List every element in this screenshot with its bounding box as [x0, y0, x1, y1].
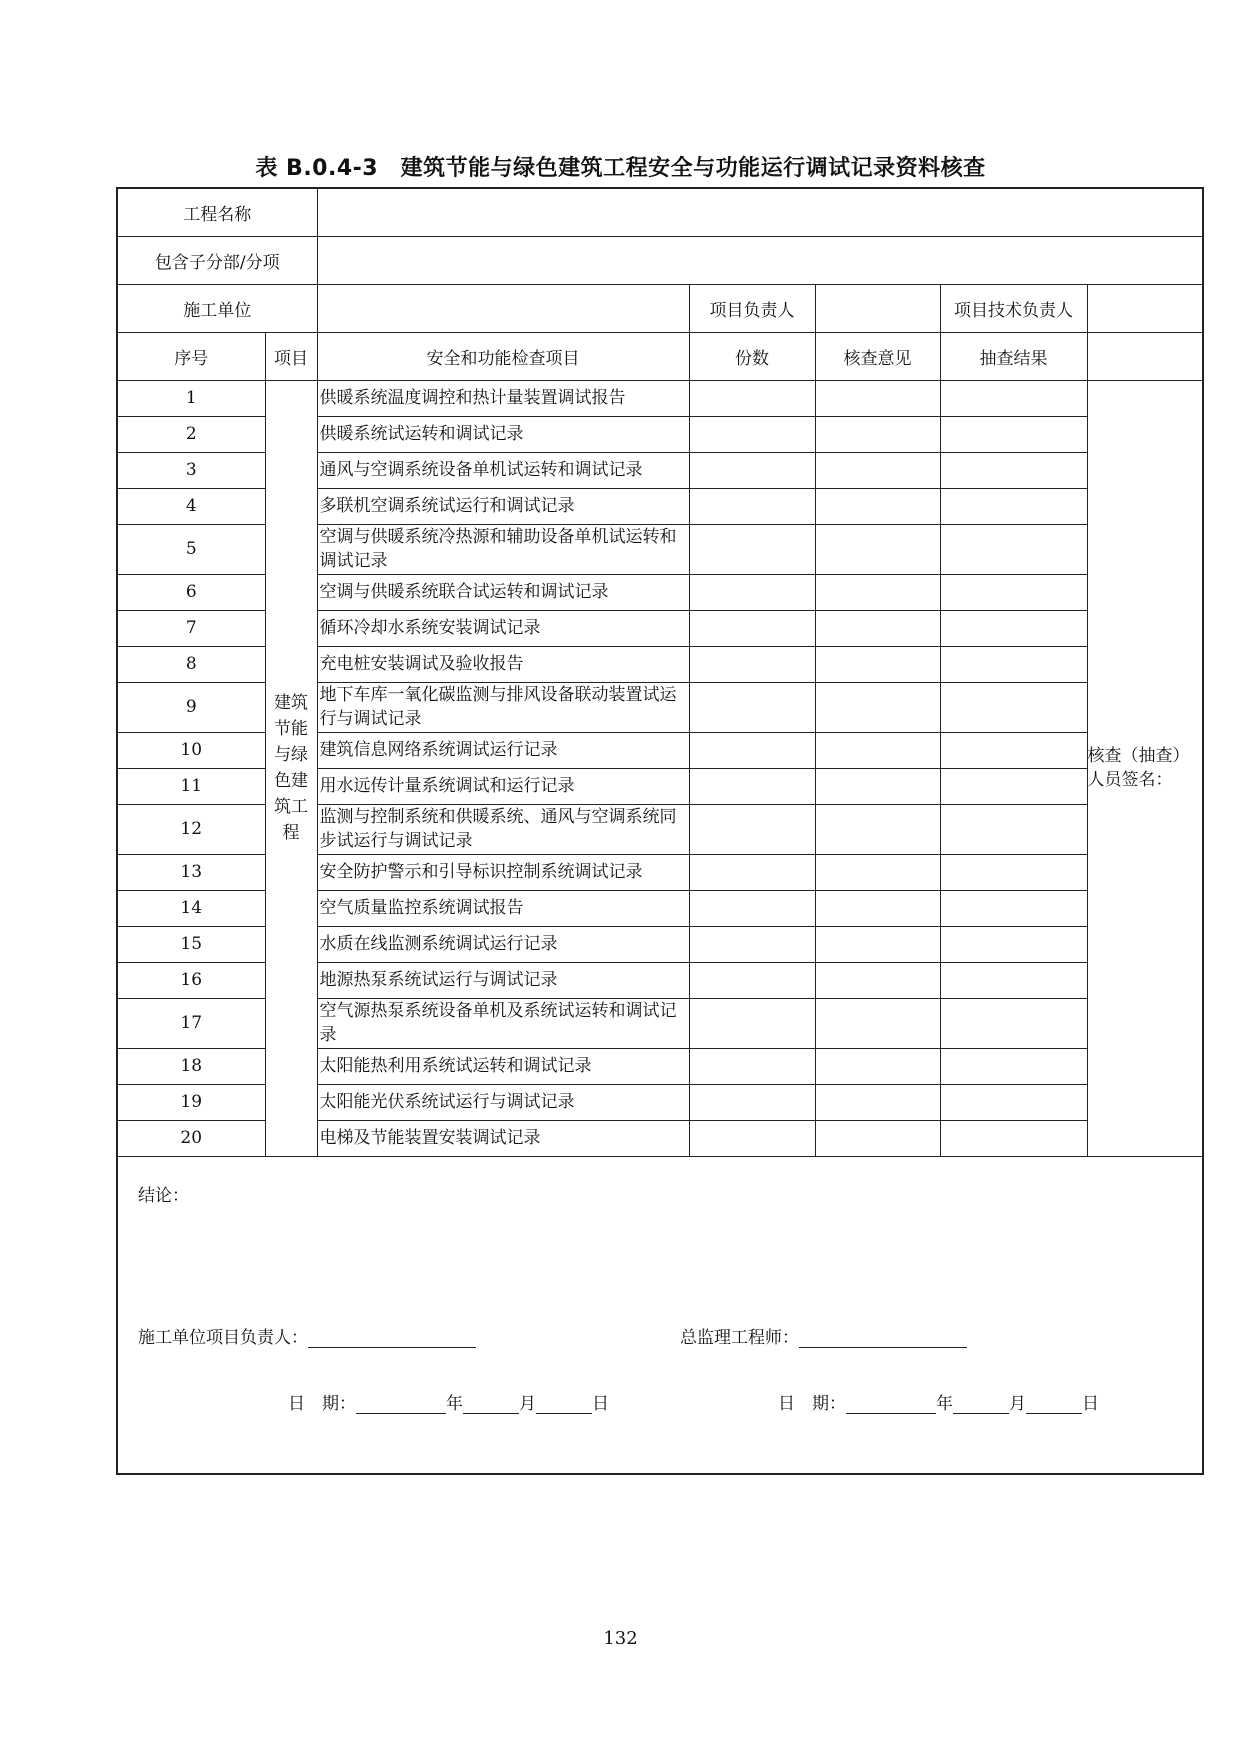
row-number: 5 — [117, 524, 265, 574]
opinion-cell[interactable] — [815, 416, 940, 452]
col-spot-result: 抽查结果 — [940, 332, 1087, 380]
copies-cell[interactable] — [689, 1048, 815, 1084]
copies-cell[interactable] — [689, 998, 815, 1048]
contractor-lead-label: 施工单位项目负责人： — [138, 1327, 308, 1348]
check-item-text: 空调与供暖系统冷热源和辅助设备单机试运转和调试记录 — [317, 524, 689, 574]
signer-cell[interactable] — [1087, 380, 1203, 1156]
check-item-text: 空气源热泵系统设备单机及系统试运转和调试记录 — [317, 998, 689, 1048]
copies-cell[interactable] — [689, 682, 815, 732]
signer-label: 核查（抽查）人员签名： — [1087, 746, 1190, 790]
copies-cell[interactable] — [689, 646, 815, 682]
check-item-text: 多联机空调系统试运行和调试记录 — [317, 488, 689, 524]
spot-result-cell[interactable] — [940, 1084, 1087, 1120]
spot-result-cell[interactable] — [940, 1048, 1087, 1084]
chief-supervisor-sign-line[interactable] — [799, 1329, 967, 1348]
row-number: 6 — [117, 574, 265, 610]
year-label: 年 — [936, 1393, 953, 1414]
check-item-text: 地下车库一氧化碳监测与排风设备联动装置试运行与调试记录 — [317, 682, 689, 732]
supervisor-date — [778, 1389, 1099, 1414]
row-project-name — [117, 188, 1203, 236]
spot-result-cell[interactable] — [940, 646, 1087, 682]
contractor-lead-signature — [138, 1323, 476, 1348]
contractor-date — [288, 1389, 609, 1414]
copies-cell[interactable] — [689, 574, 815, 610]
copies-cell[interactable] — [689, 890, 815, 926]
day-label: 日 — [1082, 1393, 1099, 1414]
row-number: 8 — [117, 646, 265, 682]
check-item-text: 供暖系统温度调控和热计量装置调试报告 — [317, 380, 689, 416]
contractor-label: 施工单位 — [117, 284, 317, 332]
opinion-cell[interactable] — [815, 646, 940, 682]
signer-top-cell — [1087, 332, 1203, 380]
row-number: 17 — [117, 998, 265, 1048]
check-item-text: 太阳能热利用系统试运转和调试记录 — [317, 1048, 689, 1084]
spot-result-cell[interactable] — [940, 574, 1087, 610]
opinion-cell[interactable] — [815, 452, 940, 488]
spot-result-cell[interactable] — [940, 610, 1087, 646]
inspection-form-table — [116, 187, 1204, 1475]
year-label: 年 — [446, 1393, 463, 1414]
row-number: 1 — [117, 380, 265, 416]
spot-result-cell[interactable] — [940, 998, 1087, 1048]
copies-cell[interactable] — [689, 452, 815, 488]
row-number: 20 — [117, 1120, 265, 1156]
project-name-field[interactable] — [317, 188, 1203, 236]
opinion-cell[interactable] — [815, 890, 940, 926]
check-item-text: 供暖系统试运转和调试记录 — [317, 416, 689, 452]
row-number: 14 — [117, 890, 265, 926]
row-number: 2 — [117, 416, 265, 452]
check-item-text: 空调与供暖系统联合试运转和调试记录 — [317, 574, 689, 610]
copies-cell[interactable] — [689, 610, 815, 646]
month-line[interactable] — [463, 1395, 519, 1414]
row-number: 7 — [117, 610, 265, 646]
col-copies: 份数 — [689, 332, 815, 380]
copies-cell[interactable] — [689, 380, 815, 416]
project-lead-field[interactable] — [815, 284, 940, 332]
project-name-label: 工程名称 — [117, 188, 317, 236]
check-item-text: 建筑信息网络系统调试运行记录 — [317, 732, 689, 768]
day-line[interactable] — [1026, 1395, 1082, 1414]
opinion-cell[interactable] — [815, 1120, 940, 1156]
row-number: 16 — [117, 962, 265, 998]
check-item-text: 空气质量监控系统调试报告 — [317, 890, 689, 926]
day-label: 日 — [592, 1393, 609, 1414]
contractor-field[interactable] — [317, 284, 689, 332]
check-item-text: 太阳能光伏系统试运行与调试记录 — [317, 1084, 689, 1120]
copies-cell[interactable] — [689, 488, 815, 524]
opinion-cell[interactable] — [815, 1084, 940, 1120]
month-label: 月 — [519, 1393, 536, 1414]
opinion-cell[interactable] — [815, 854, 940, 890]
spot-result-cell[interactable] — [940, 524, 1087, 574]
date-label: 日 期： — [778, 1393, 846, 1414]
spot-result-cell[interactable] — [940, 854, 1087, 890]
opinion-cell[interactable] — [815, 926, 940, 962]
check-item-text: 用水远传计量系统调试和运行记录 — [317, 768, 689, 804]
spot-result-cell[interactable] — [940, 488, 1087, 524]
year-line[interactable] — [846, 1395, 936, 1414]
row-number: 19 — [117, 1084, 265, 1120]
date-label: 日 期： — [288, 1393, 356, 1414]
conclusion-label: 结论： — [138, 1185, 189, 1206]
copies-cell[interactable] — [689, 1084, 815, 1120]
check-item-text: 通风与空调系统设备单机试运转和调试记录 — [317, 452, 689, 488]
check-item-text: 电梯及节能装置安装调试记录 — [317, 1120, 689, 1156]
spot-result-cell[interactable] — [940, 732, 1087, 768]
copies-cell[interactable] — [689, 524, 815, 574]
project-lead-label: 项目负责人 — [689, 284, 815, 332]
row-number: 12 — [117, 804, 265, 854]
check-item-text: 水质在线监测系统调试运行记录 — [317, 926, 689, 962]
spot-result-cell[interactable] — [940, 416, 1087, 452]
subdivision-field[interactable] — [317, 236, 1203, 284]
row-number: 15 — [117, 926, 265, 962]
spot-result-cell[interactable] — [940, 1120, 1087, 1156]
spot-result-cell[interactable] — [940, 452, 1087, 488]
opinion-cell[interactable] — [815, 768, 940, 804]
check-item-text: 充电桩安装调试及验收报告 — [317, 646, 689, 682]
spot-result-cell[interactable] — [940, 890, 1087, 926]
spot-result-cell[interactable] — [940, 682, 1087, 732]
page-number: 132 — [603, 1628, 638, 1649]
copies-cell[interactable] — [689, 804, 815, 854]
tech-lead-field[interactable] — [1087, 284, 1203, 332]
subdivision-label: 包含子分部/分项 — [117, 236, 317, 284]
spot-result-cell[interactable] — [940, 804, 1087, 854]
opinion-cell[interactable] — [815, 488, 940, 524]
opinion-cell[interactable] — [815, 998, 940, 1048]
table-row — [117, 380, 1203, 416]
col-item: 项目 — [265, 332, 317, 380]
opinion-cell[interactable] — [815, 524, 940, 574]
copies-cell[interactable] — [689, 416, 815, 452]
row-number: 4 — [117, 488, 265, 524]
copies-cell[interactable] — [689, 926, 815, 962]
row-number: 3 — [117, 452, 265, 488]
year-line[interactable] — [356, 1395, 446, 1414]
copies-cell[interactable] — [689, 732, 815, 768]
opinion-cell[interactable] — [815, 962, 940, 998]
check-item-text: 监测与控制系统和供暖系统、通风与空调系统同步试运行与调试记录 — [317, 804, 689, 854]
spot-result-cell[interactable] — [940, 926, 1087, 962]
column-header-row — [117, 332, 1203, 380]
opinion-cell[interactable] — [815, 610, 940, 646]
tech-lead-label: 项目技术负责人 — [940, 284, 1087, 332]
conclusion-cell[interactable] — [117, 1156, 1203, 1474]
row-contractor — [117, 284, 1203, 332]
opinion-cell[interactable] — [815, 732, 940, 768]
col-check-item: 安全和功能检查项目 — [317, 332, 689, 380]
row-number: 9 — [117, 682, 265, 732]
check-item-text: 地源热泵系统试运行与调试记录 — [317, 962, 689, 998]
copies-cell[interactable] — [689, 1120, 815, 1156]
row-subdivision — [117, 236, 1203, 284]
month-label: 月 — [1009, 1393, 1026, 1414]
category-cell — [265, 380, 317, 1156]
copies-cell[interactable] — [689, 768, 815, 804]
month-line[interactable] — [953, 1395, 1009, 1414]
check-item-text: 循环冷却水系统安装调试记录 — [317, 610, 689, 646]
spot-result-cell[interactable] — [940, 962, 1087, 998]
row-number: 11 — [117, 768, 265, 804]
row-number: 13 — [117, 854, 265, 890]
col-opinion: 核查意见 — [815, 332, 940, 380]
copies-cell[interactable] — [689, 854, 815, 890]
row-number: 18 — [117, 1048, 265, 1084]
spot-result-cell[interactable] — [940, 768, 1087, 804]
contractor-lead-sign-line[interactable] — [308, 1329, 476, 1348]
check-item-text: 安全防护警示和引导标识控制系统调试记录 — [317, 854, 689, 890]
opinion-cell[interactable] — [815, 1048, 940, 1084]
conclusion-row — [117, 1156, 1203, 1474]
copies-cell[interactable] — [689, 962, 815, 998]
col-seq-label: 序号 — [174, 348, 209, 369]
day-line[interactable] — [536, 1395, 592, 1414]
opinion-cell[interactable] — [815, 804, 940, 854]
chief-supervisor-signature — [680, 1323, 967, 1348]
col-seq — [117, 332, 265, 380]
row-number: 10 — [117, 732, 265, 768]
opinion-cell[interactable] — [815, 682, 940, 732]
opinion-cell[interactable] — [815, 380, 940, 416]
category-label: 建筑节能与绿色建筑工程 — [274, 693, 308, 843]
chief-supervisor-label: 总监理工程师： — [680, 1327, 799, 1348]
spot-result-cell[interactable] — [940, 380, 1087, 416]
opinion-cell[interactable] — [815, 574, 940, 610]
table-title: 表 B.0.4-3 建筑节能与绿色建筑工程安全与功能运行调试记录资料核查 — [255, 156, 986, 181]
